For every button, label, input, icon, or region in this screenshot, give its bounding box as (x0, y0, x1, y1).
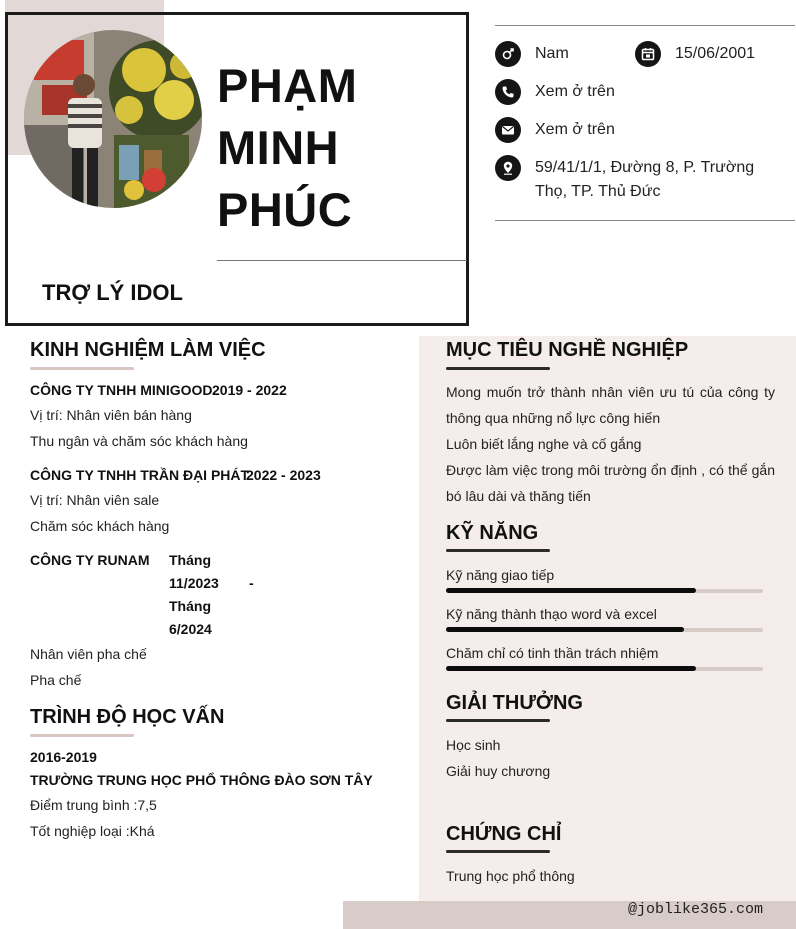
skill-2-label: Kỹ năng thành thạo word và excel (446, 606, 657, 622)
skills-underline (446, 549, 550, 552)
profile-photo (24, 30, 202, 208)
objective-paragraph-3: Được làm việc trong môi trường ổn định , có thể gắn bó lâu dài và thăng tiến (446, 462, 775, 504)
job-2-company: CÔNG TY TNHH TRẦN ĐẠI PHÁT (30, 467, 250, 483)
experience-underline (30, 367, 134, 370)
email-value: Xem ở trên (535, 121, 615, 138)
education-line-2: Tốt nghiệp loại :Khá (30, 823, 155, 839)
mail-icon (495, 117, 521, 143)
education-line-1: Điểm trung bình :7,5 (30, 797, 157, 813)
skill-1-fill (446, 588, 696, 593)
gender-value: Nam (535, 45, 569, 62)
objective-paragraph-2: Luôn biết lắng nghe và cố gắng (446, 436, 642, 452)
experience-title: KINH NGHIỆM LÀM VIỆC (30, 339, 266, 361)
location-pin-icon (495, 155, 521, 181)
award-1: Học sinh (446, 737, 501, 753)
certificates-underline (446, 850, 550, 853)
birthday-value: 15/06/2001 (675, 45, 756, 62)
job-1-line-2: Thu ngân và chăm sóc khách hàng (30, 433, 248, 449)
objective-underline (446, 367, 550, 370)
awards-underline (446, 719, 550, 722)
certificates-title: CHỨNG CHỈ (446, 823, 562, 845)
job-2-line-1: Vị trí: Nhân viên sale (30, 492, 160, 508)
skill-1-track (446, 589, 763, 593)
education-school: TRƯỜNG TRUNG HỌC PHỔ THÔNG ĐÀO SƠN TÂY (30, 772, 373, 788)
name-line-3: PHÚC (217, 183, 353, 236)
certificate-1: Trung học phổ thông (446, 868, 575, 884)
skill-3-fill (446, 666, 696, 671)
skill-3-track (446, 667, 763, 671)
calendar-icon (635, 41, 661, 67)
gender-icon (495, 41, 521, 67)
full-name (217, 55, 357, 241)
contact-bottom-divider (495, 220, 795, 221)
job-title: TRỢ LÝ IDOL (42, 280, 183, 305)
phone-value: Xem ở trên (535, 83, 615, 100)
job-2-line-2: Chăm sóc khách hàng (30, 518, 170, 534)
education-years: 2016-2019 (30, 749, 97, 765)
job-3-line-1: Nhân viên pha chế (30, 646, 147, 662)
objective-title: MỤC TIÊU NGHỀ NGHIỆP (446, 339, 689, 361)
job-1-company: CÔNG TY TNHH MINIGOOD (30, 382, 213, 398)
job-1-line-1: Vị trí: Nhân viên bán hàng (30, 407, 192, 423)
education-title: TRÌNH ĐỘ HỌC VẤN (30, 706, 225, 728)
job-3-period-start-2: 11/2023 (169, 575, 219, 591)
address-line-2: Thọ, TP. Thủ Đức (535, 183, 661, 200)
job-1-period: 2019 - 2022 (212, 382, 287, 398)
education-underline (30, 734, 134, 737)
job-2-period: 2022 - 2023 (246, 467, 321, 483)
contact-top-divider (495, 25, 795, 26)
name-divider (217, 260, 467, 261)
address-line-1: 59/41/1/1, Đường 8, P. Trường (535, 159, 755, 176)
awards-title: GIẢI THƯỞNG (446, 692, 583, 714)
objective-paragraph-1: Mong muốn trở thành nhân viên ưu tú của công ty thông qua những nổ lực công hiến (446, 384, 775, 426)
phone-icon (495, 79, 521, 105)
address-value (535, 156, 775, 204)
skill-2-track (446, 628, 763, 632)
name-line-2: MINH (217, 121, 340, 174)
job-3-period-end-2: 6/2024 (169, 621, 212, 637)
award-2: Giải huy chương (446, 763, 551, 779)
footer-watermark: @joblike365.com (627, 901, 763, 918)
job-3-company: CÔNG TY RUNAM (30, 552, 150, 568)
job-3-period-sep: - (249, 575, 254, 591)
job-3-period-end-1: Tháng (169, 598, 211, 614)
skill-2-fill (446, 627, 684, 632)
name-line-1: PHẠM (217, 59, 358, 112)
job-3-line-2: Pha chế (30, 672, 82, 688)
skill-1-label: Kỹ năng giao tiếp (446, 567, 555, 583)
skill-3-label: Chăm chỉ có tinh thần trách nhiệm (446, 645, 659, 661)
job-3-period-start-1: Tháng (169, 552, 211, 568)
skills-title: KỸ NĂNG (446, 522, 539, 544)
